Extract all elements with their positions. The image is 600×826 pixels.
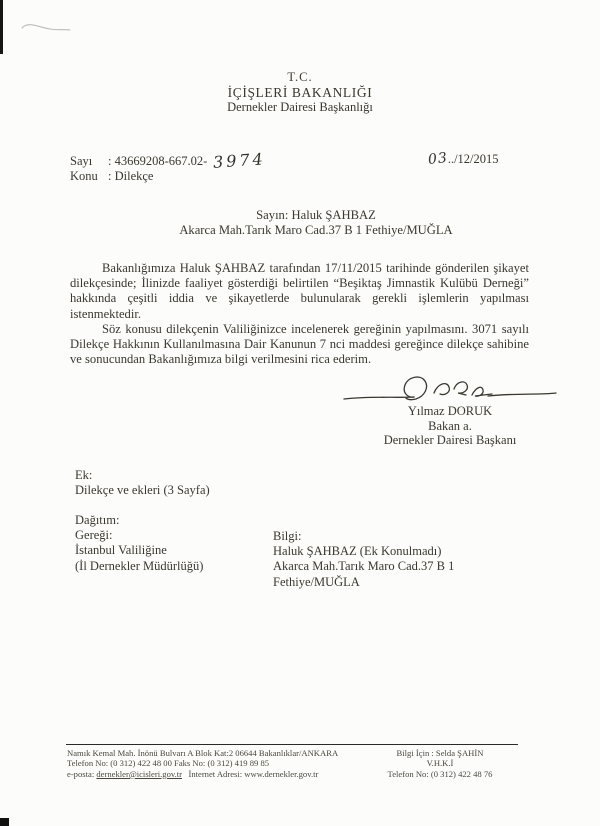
footer-contact-phone: Telefon No: (0 312) 422 48 76 (387, 768, 493, 779)
sayi-row (70, 149, 267, 172)
recipient-address: Akarca Mah.Tarık Maro Cad.37 B 1 Fethiye/MUĞLA (179, 223, 453, 237)
geregi-line: İstanbul Valiliğine (75, 543, 167, 558)
date-block (428, 151, 499, 167)
sayi-label: Sayı (70, 154, 93, 168)
attachments-label: Ek: (75, 468, 93, 482)
signer-title: Bakan a. (428, 418, 472, 433)
recipient-block (0, 208, 600, 238)
konu-value: : Dilekçe (108, 169, 154, 183)
footer-email-label: e-posta: (67, 768, 95, 779)
letterhead-tc: T.C. (287, 70, 313, 84)
pen-scribble-mark (20, 18, 72, 34)
signer-name: Yılmaz DORUK (407, 404, 493, 418)
distribution-label: Dağıtım: (75, 513, 120, 527)
letter-body (70, 261, 529, 367)
signer-department: Dernekler Dairesi Başkanı (383, 433, 517, 447)
footer-address-block (67, 748, 338, 779)
footer-address: Namık Kemal Mah. İnönü Bulvarı A Blok Kat:2 06644 Bakanlıklar/ANKARA (67, 748, 339, 758)
footer-phone: Telefon No: (0 312) 422 48 00 Faks No: (0 312) 419 89 85 (67, 758, 270, 769)
distribution-geregi-block (75, 513, 203, 574)
bilgi-line: Akarca Mah.Tarık Maro Cad.37 B 1 (273, 559, 455, 574)
attachments-block (75, 468, 210, 498)
body-paragraph-1: Bakanlığımıza Haluk ŞAHBAZ tarafından 17/11/2015 tarihinde gönderilen şikayet dilekçesinde; İlinizde faaliyet gösterdiği belirtilen “Beşiktaş Jimnastik Kulübü Derneği” hakkında çeşitli iddia ve şikayetlerde bulunularak gerekli işlemlerin yapılması istenmektedir. (70, 261, 529, 321)
sayi-value: : 43669208-667.02- (108, 154, 208, 168)
date-handwritten-day: 03 (427, 150, 449, 168)
scan-edge-artifact (0, 0, 3, 54)
footer-contact-title: V.H.K.İ (426, 758, 454, 769)
reference-block (70, 149, 267, 184)
footer-rule (66, 744, 518, 745)
scan-corner-artifact (0, 818, 9, 826)
letterhead-department: Dernekler Dairesi Başkanlığı (227, 100, 373, 114)
footer-contact-name: Bilgi İçin : Selda ŞAHİN (396, 748, 484, 758)
distribution-bilgi-block (273, 529, 454, 590)
footer-email-link[interactable]: dernekler@icisleri.gov.tr (96, 768, 182, 779)
attachments-item: Dilekçe ve ekleri (3 Sayfa) (75, 483, 210, 497)
bilgi-line: Haluk ŞAHBAZ (Ek Konulmadı) (273, 544, 442, 559)
konu-row (70, 169, 266, 184)
letterhead-ministry: İÇİŞLERİ BAKANLIĞI (227, 85, 373, 100)
footer-internet: İnternet Adresi: www.dernekler.gov.tr (188, 768, 319, 779)
sayi-handwritten-number: 3974 (212, 149, 267, 172)
geregi-label: Gereği: (75, 528, 113, 543)
bilgi-line: Fethiye/MUĞLA (273, 574, 360, 589)
body-paragraph-2: Söz konusu dilekçenin Valiliğinizce incelenerek gereğinin yapılmasını. 3071 sayılı Dilekçe Hakkının Kullanılmasına Dair Kanunun 7 nci maddesi gereğince dilekçe sahibine ve sonucundan Bakanlığımıza bilgi verilmesini rica ederim. (70, 321, 529, 367)
geregi-line: (İl Dernekler Müdürlüğü) (75, 558, 204, 573)
letterhead (0, 70, 600, 115)
recipient-salutation: Sayın: Haluk ŞAHBAZ (256, 208, 376, 222)
date-printed: ../12/2015 (447, 152, 499, 166)
bilgi-label: Bilgi: (273, 529, 302, 543)
konu-label: Konu (70, 169, 98, 183)
signature-block (340, 368, 560, 448)
footer-contact-block (360, 748, 520, 779)
footer-contact-line (67, 769, 338, 779)
